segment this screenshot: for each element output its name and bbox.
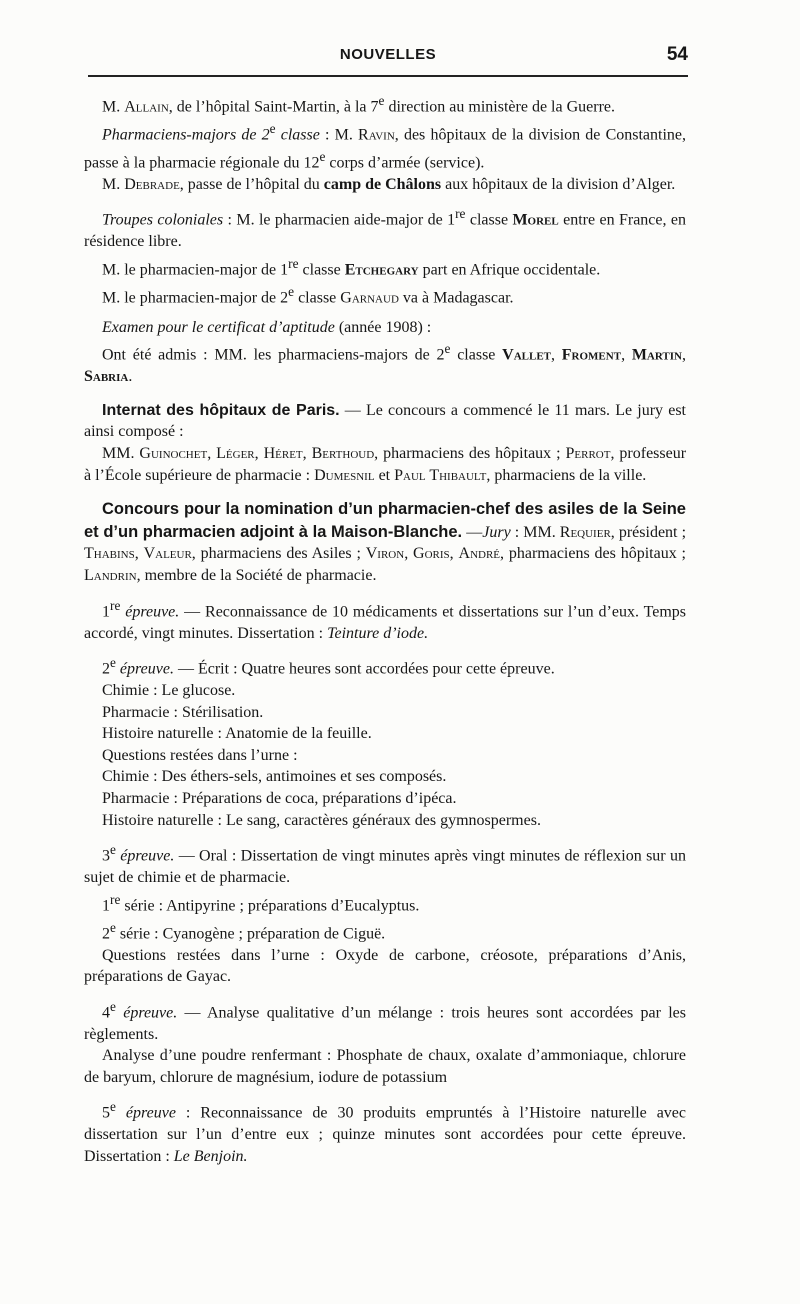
epreuve-2-line: Chimie : Le glucose.: [102, 682, 236, 700]
paragraph-serie-2: 2e série : Cyanogène ; préparation de Ciguë.: [102, 919, 386, 942]
epreuve-2-line: Questions restées dans l’urne :: [102, 746, 298, 764]
header-title: NOUVELLES: [339, 46, 437, 63]
paragraph-analyse-poudre: Analyse d’une poudre renfermant : Phosphate de chaux, oxalate d’ammoniaque, chlorure de baryum, chlorure de magnésium, iodure de potassium: [84, 1047, 686, 1086]
paragraph-epreuve-5: 5e épreuve : Reconnaissance de 30 produits empruntés à l’Histoire naturelle avec dissertation sur l’un d’entre eux ; quinze minutes sont accordées pour cette épreuve. Dissertation : Le Benjoin.: [84, 1099, 686, 1165]
epreuve-2-line: Chimie : Des éthers-sels, antimoines et ses composés.: [102, 768, 447, 786]
page-number: 54: [666, 44, 688, 65]
paragraph-epreuve-2: 2e épreuve. — Écrit : Quatre heures sont accordées pour cette épreuve.: [102, 655, 555, 678]
paragraph-concours-asiles: Concours pour la nomination d’un pharmacien-chef des asiles de la Seine et d’un pharmacien adjoint à la Maison-Blanche. —Jury : MM. Requier, président ; Thabins, Valeur, pharmaciens des Asiles ; Viron, Goris, André, pharmaciens des hôpitaux ; Landrin, membre de la Société de pharmacie.: [84, 500, 687, 584]
paragraph-serie-1: 1re série : Antipyrine ; préparations d’Eucalyptus.: [102, 891, 420, 915]
paragraph-internat: Internat des hôpitaux de Paris. — Le concours a commencé le 11 mars. Le jury est ainsi composé :: [84, 401, 686, 441]
paragraph-questions-urne: Questions restées dans l’urne : Oxyde de carbone, créosote, préparations d’Anis, préparations de Gayac.: [84, 946, 686, 986]
paragraph-troupes-coloniales: Troupes coloniales : M. le pharmacien aide-major de 1re classe Morel entre en France, en résidence libre.: [84, 206, 686, 251]
running-header: [88, 44, 688, 70]
paragraph-debrade: M. Debrade, passe de l’hôpital du camp de Châlons aux hôpitaux de la division d’Alger.: [102, 175, 676, 193]
epreuve-2-line: Histoire naturelle : Le sang, caractères généraux des gymnospermes.: [102, 811, 541, 829]
person-name: Etchegary: [344, 261, 419, 279]
paragraph-allain: M. Allain, de l’hôpital Saint-Martin, à la 7e direction au ministère de la Guerre.: [102, 93, 616, 116]
paragraph-pharmaciens-majors: Pharmaciens-majors de 2e classe : M. Ravin, des hôpitaux de la division de Constantine, passe à la pharmacie régionale du 12e corps d’armée (service).: [84, 120, 687, 172]
person-name: Debrade: [124, 175, 180, 193]
section-heading: Concours pour la nomination d’un pharmacien-chef des asiles de la Seine et d’un pharmacien adjoint à la Maison-Blanche.: [84, 500, 686, 541]
epreuve-2-line: Histoire naturelle : Anatomie de la feuille.: [102, 725, 372, 743]
epreuve-2-line: Pharmacie : Préparations de coca, préparations d’ipéca.: [102, 789, 457, 807]
paragraph-garnaud: M. le pharmacien-major de 2e classe Garnaud va à Madagascar.: [102, 283, 514, 307]
person-name: Ravin: [358, 126, 395, 144]
page-body: [84, 90, 686, 1168]
paragraph-epreuve-1: 1re épreuve. — Reconnaissance de 10 médicaments et dissertations sur l’un d’eux. Temps accordé, vingt minutes. Dissertation : Teinture d’iode.: [84, 597, 686, 642]
epreuve-2-line: Pharmacie : Stérilisation.: [102, 703, 264, 721]
paragraph-admis: Ont été admis : MM. les pharmaciens-majors de 2e classe Vallet, Froment, Martin, Sabria.: [84, 341, 686, 386]
header-rule: [88, 75, 688, 77]
paragraph-epreuve-4: 4e épreuve. — Analyse qualitative d’un mélange : trois heures sont accordées par les règlements.: [84, 998, 687, 1043]
paragraph-examen: Examen pour le certificat d’aptitude (année 1908) :: [102, 318, 432, 336]
paragraph-epreuve-3: 3e épreuve. — Oral : Dissertation de vingt minutes après vingt minutes de réflexion sur un sujet de chimie et de pharmacie.: [84, 842, 686, 887]
person-name: Allain: [124, 98, 169, 116]
paragraph-etchegary: M. le pharmacien-major de 1re classe Etchegary part en Afrique occidentale.: [102, 255, 601, 279]
person-name: Garnaud: [340, 289, 399, 307]
section-heading: Internat des hôpitaux de Paris.: [102, 401, 340, 419]
paragraph-jury-internat: MM. Guinochet, Léger, Héret, Berthoud, pharmaciens des hôpitaux ; Perrot, professeur à l’École supérieure de pharmacie : Dumesnil et Paul Thibault, pharmaciens de la ville.: [84, 445, 687, 484]
person-name: Morel: [512, 211, 559, 229]
